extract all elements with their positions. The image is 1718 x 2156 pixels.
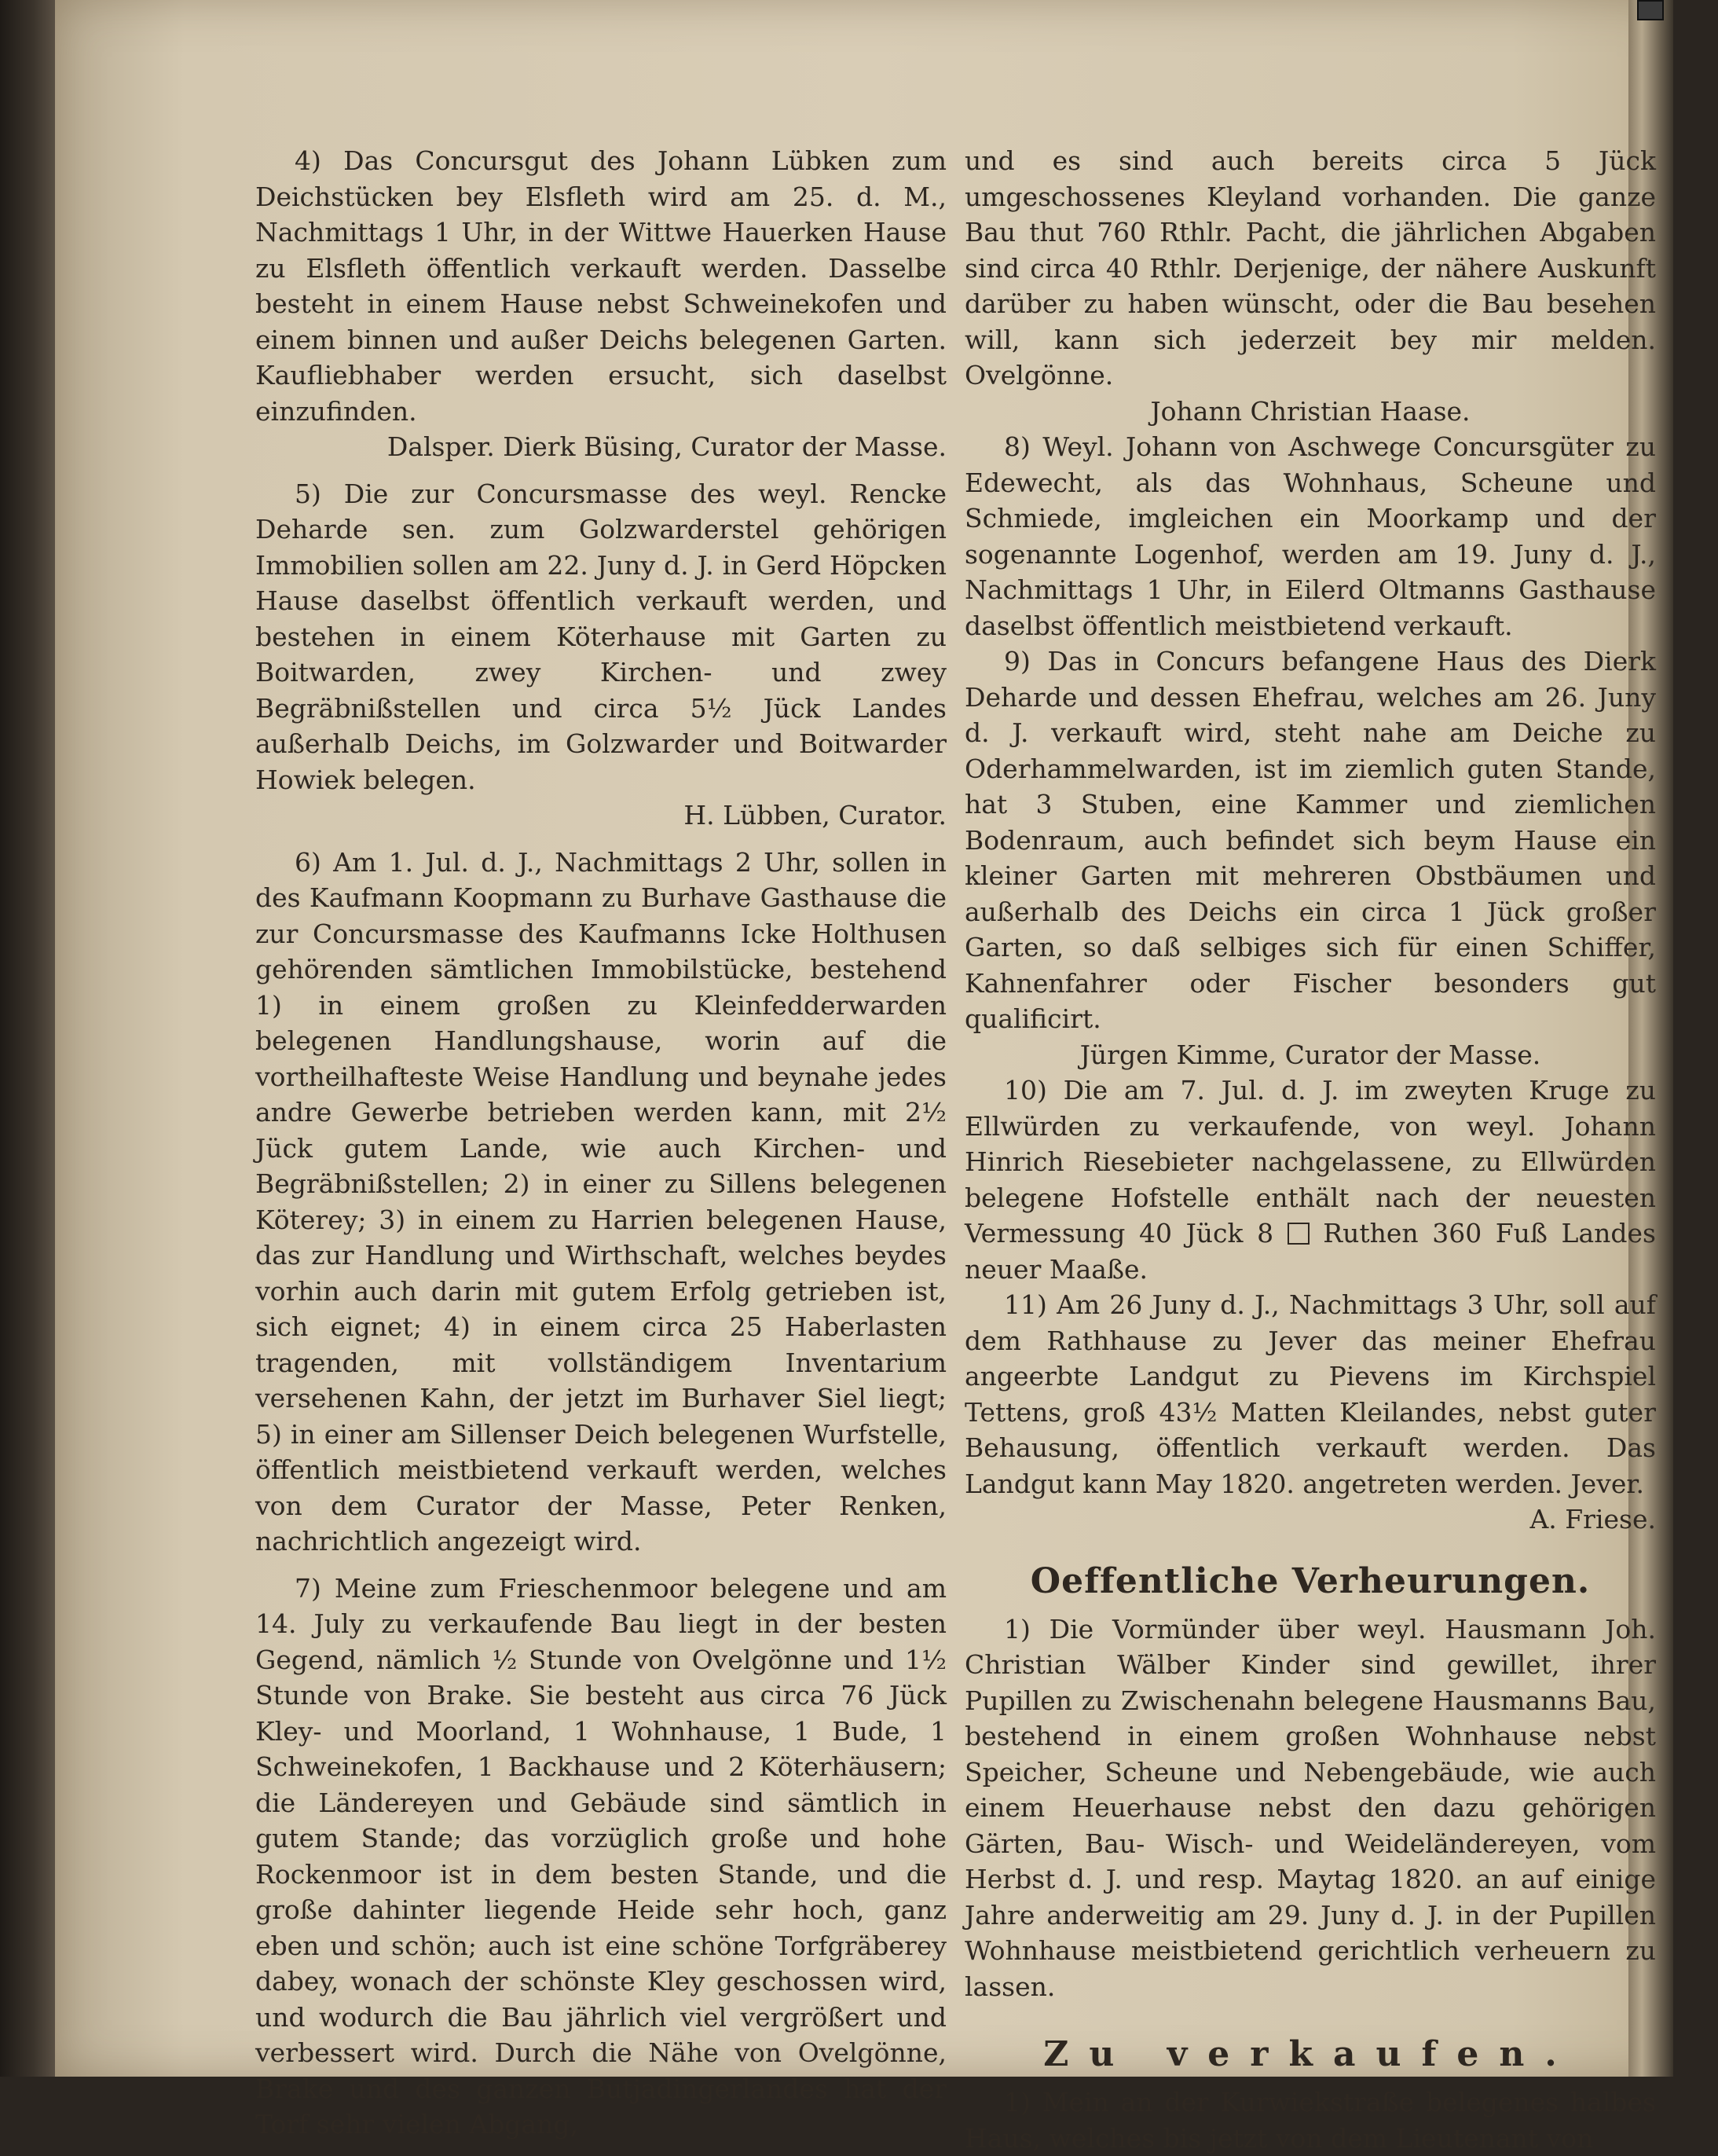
square-symbol-icon: [1288, 1223, 1310, 1245]
notice-7: 7) Meine zum Frieschenmoor belegene und am 14. July zu verkaufende Bau liegt in der besten Gegend, nämlich ½ Stunde von Ovelgönne und 1½ Stunde von Brake. Sie besteht aus circa 76 Jück Kley- und Moorland, 1 Wohnhause, 1 Bude, 1 Schweinekofen, 1 Backhause und 2 Köterhäusern; die Ländereyen und Gebäude sind sämtlich in gutem Stande; das vorzüglich große und hohe Rockenmoor ist in dem besten Stande, und die große dahinter liegende Heide sehr hoch, ganz eben und schön; auch ist eine schöne Torfgräberey dabey, wonach der schönste Kley geschossen wird, und wodurch die Bau jährlich viel vergrößert und verbessert wird. Durch die Nähe von Ovelgönne, Brake und des ganzen Butjadingerlandes hat der Torf sehr vielen Abgang,: [255, 1572, 947, 2140]
right-column: [965, 143, 1656, 2156]
notice-10: [965, 1072, 1656, 1287]
notice-5-signature: H. Lübben, Curator.: [683, 800, 947, 830]
book-binding-edge: [0, 0, 55, 2077]
notice-9-signature: Jürgen Kimme, Curator der Masse.: [1079, 1039, 1541, 1070]
notice-7-signature: Johann Christian Haase.: [1150, 395, 1471, 427]
section-heading-rentals: Oeffentliche Verheurungen.: [1030, 1560, 1591, 1601]
left-column: [255, 143, 947, 2143]
rental-notice-1: 1) Die Vormünder über weyl. Hausmann Joh. Christian Wälber Kinder sind gewillet, ihrer Pupillen zu Zwischenahn belegene Hausmanns Bau, bestehend in einem großen Wohnhause nebst Speicher, Scheune und Nebengebäude, wie auch einem Heuerhause nebst den dazu gehörigen Gärten, Bau- Wisch- und Weideländereyen, vom Herbst d. J. und resp. Maytag 1820. an auf einige Jahre anderweitig am 29. Juny d. J. in der Pupillen Wohnhause meistbietend gerichtlich verheuern zu lassen.: [965, 1613, 1656, 2002]
sale-notice-1: 1) Mein an der Kurwiekstraße belegenes halbes Haus, welches bis jetzt von dem Lieutenant von: [965, 2087, 1656, 2154]
notice-5: 5) Die zur Concursmasse des weyl. Rencke Deharde sen. zum Golzwarderstel gehörigen Immobilien sollen am 22. Juny d. J. in Gerd Höpcken Hause daselbst öffentlich verkauft werden, und bestehen in einem Köterhause mit Garten zu Boitwarden, zwey Kirchen- und zwey Begräbnißstellen und circa 5½ Jück Landes außerhalb Deichs, im Golzwarder und Boitwarder Howiek belegen.: [255, 478, 947, 795]
notice-10-text-a: 10) Die am 7. Jul. d. J. im zweyten Kruge zu Ellwürden zu verkaufende, von weyl. Johann Hinrich Riesebieter nachgelassene, zu Ellwürden belegene Hofstelle enthält nach der neuesten Vermessung 40 Jück 8: [965, 1075, 1656, 1248]
notice-4: 4) Das Concursgut des Johann Lübken zum Deichstücken bey Elsfleth wird am 25. d. M., Nachmittags 1 Uhr, in der Wittwe Hauerken Hause zu Elsfleth öffentlich verkauft werden. Dasselbe besteht in einem Hause nebst Schweinekofen und einem binnen und außer Deichs belegenen Garten. Kaufliebhaber werden ersucht, sich daselbst einzufinden.: [255, 145, 947, 427]
notice-4-signature: Dalsper. Dierk Büsing, Curator der Masse.: [386, 431, 947, 462]
notice-8: 8) Weyl. Johann von Aschwege Concursgüter zu Edewecht, als das Wohnhaus, Scheune und Schmiede, imgleichen ein Moorkamp und der sogenannte Logenhof, werden am 19. Juny d. J., Nachmittags 1 Uhr, in Eilerd Oltmanns Gasthause daselbst öffentlich meistbietend verkauft.: [965, 431, 1656, 641]
notice-11: 11) Am 26 Juny d. J., Nachmittags 3 Uhr, soll auf dem Rathhause zu Jever das meiner Ehefrau angeerbte Landgut zu Pievens im Kirchspiel Tettens, groß 43½ Matten Kleilandes, nebst guter Behausung, öffentlich verkauft werden. Das Landgut kann May 1820. angetreten werden. Jever.: [965, 1289, 1656, 1499]
notice-10-text-b: Ruthen 360 Fuß Landes neuer Maaße.: [965, 1218, 1656, 1285]
scan-marker: [1637, 0, 1664, 20]
section-heading-for-sale: Zu verkaufen.: [1043, 2034, 1577, 2074]
notice-7-continued: und es sind auch bereits circa 5 Jück umgeschossenes Kleyland vorhanden. Die ganze Bau thut 760 Rthlr. Pacht, die jährlichen Abgaben sind circa 40 Rthlr. Derjenige, der nähere Auskunft darüber zu haben wünscht, oder die Bau besehen will, kann sich jederzeit bey mir melden. Ovelgönne.: [965, 145, 1656, 390]
notice-6: 6) Am 1. Jul. d. J., Nachmittags 2 Uhr, sollen in des Kaufmann Koopmann zu Burhave Gasthause die zur Concursmasse des Kaufmanns Icke Holthusen gehörenden sämtlichen Immobilstücke, bestehend 1) in einem großen zu Kleinfedderwarden belegenen Handlungshause, worin auf die vortheilhafteste Weise Handlung und beynahe jedes andre Gewerbe betrieben werden kann, mit 2½ Jück gutem Lande, wie auch Kirchen- und Begräbnißstellen; 2) in einer zu Sillens belegenen Köterey; 3) in einem zu Harrien belegenen Hause, das zur Handlung und Wirthschaft, welches beydes vorhin auch darin mit gutem Erfolg getrieben ist, sich eignet; 4) in einem circa 25 Haberlasten tragenden, mit vollständigem Inventarium versehenen Kahn, der jetzt im Burhaver Siel liegt; 5) in einer am Sillenser Deich belegenen Wurfstelle, öffentlich meistbietend verkauft werden, welches von dem Curator der Masse, Peter Renken, nachrichtlich angezeigt wird.: [255, 846, 947, 1556]
notice-11-signature: A. Friese.: [1529, 1504, 1656, 1534]
notice-9: 9) Das in Concurs befangene Haus des Dierk Deharde und dessen Ehefrau, welches am 26. Juny d. J. verkauft wird, steht nahe am Deiche zu Oderhammelwarden, ist im ziemlich guten Stande, hat 3 Stuben, eine Kammer und ziemlichen Bodenraum, auch befindet sich beym Hause ein kleiner Garten mit mehreren Obstbäumen und außerhalb des Deichs ein circa 1 Jück großer Garten, so daß selbiges sich für einen Schiffer, Kahnenfahrer oder Fischer besonders gut qualificirt.: [965, 646, 1656, 1034]
